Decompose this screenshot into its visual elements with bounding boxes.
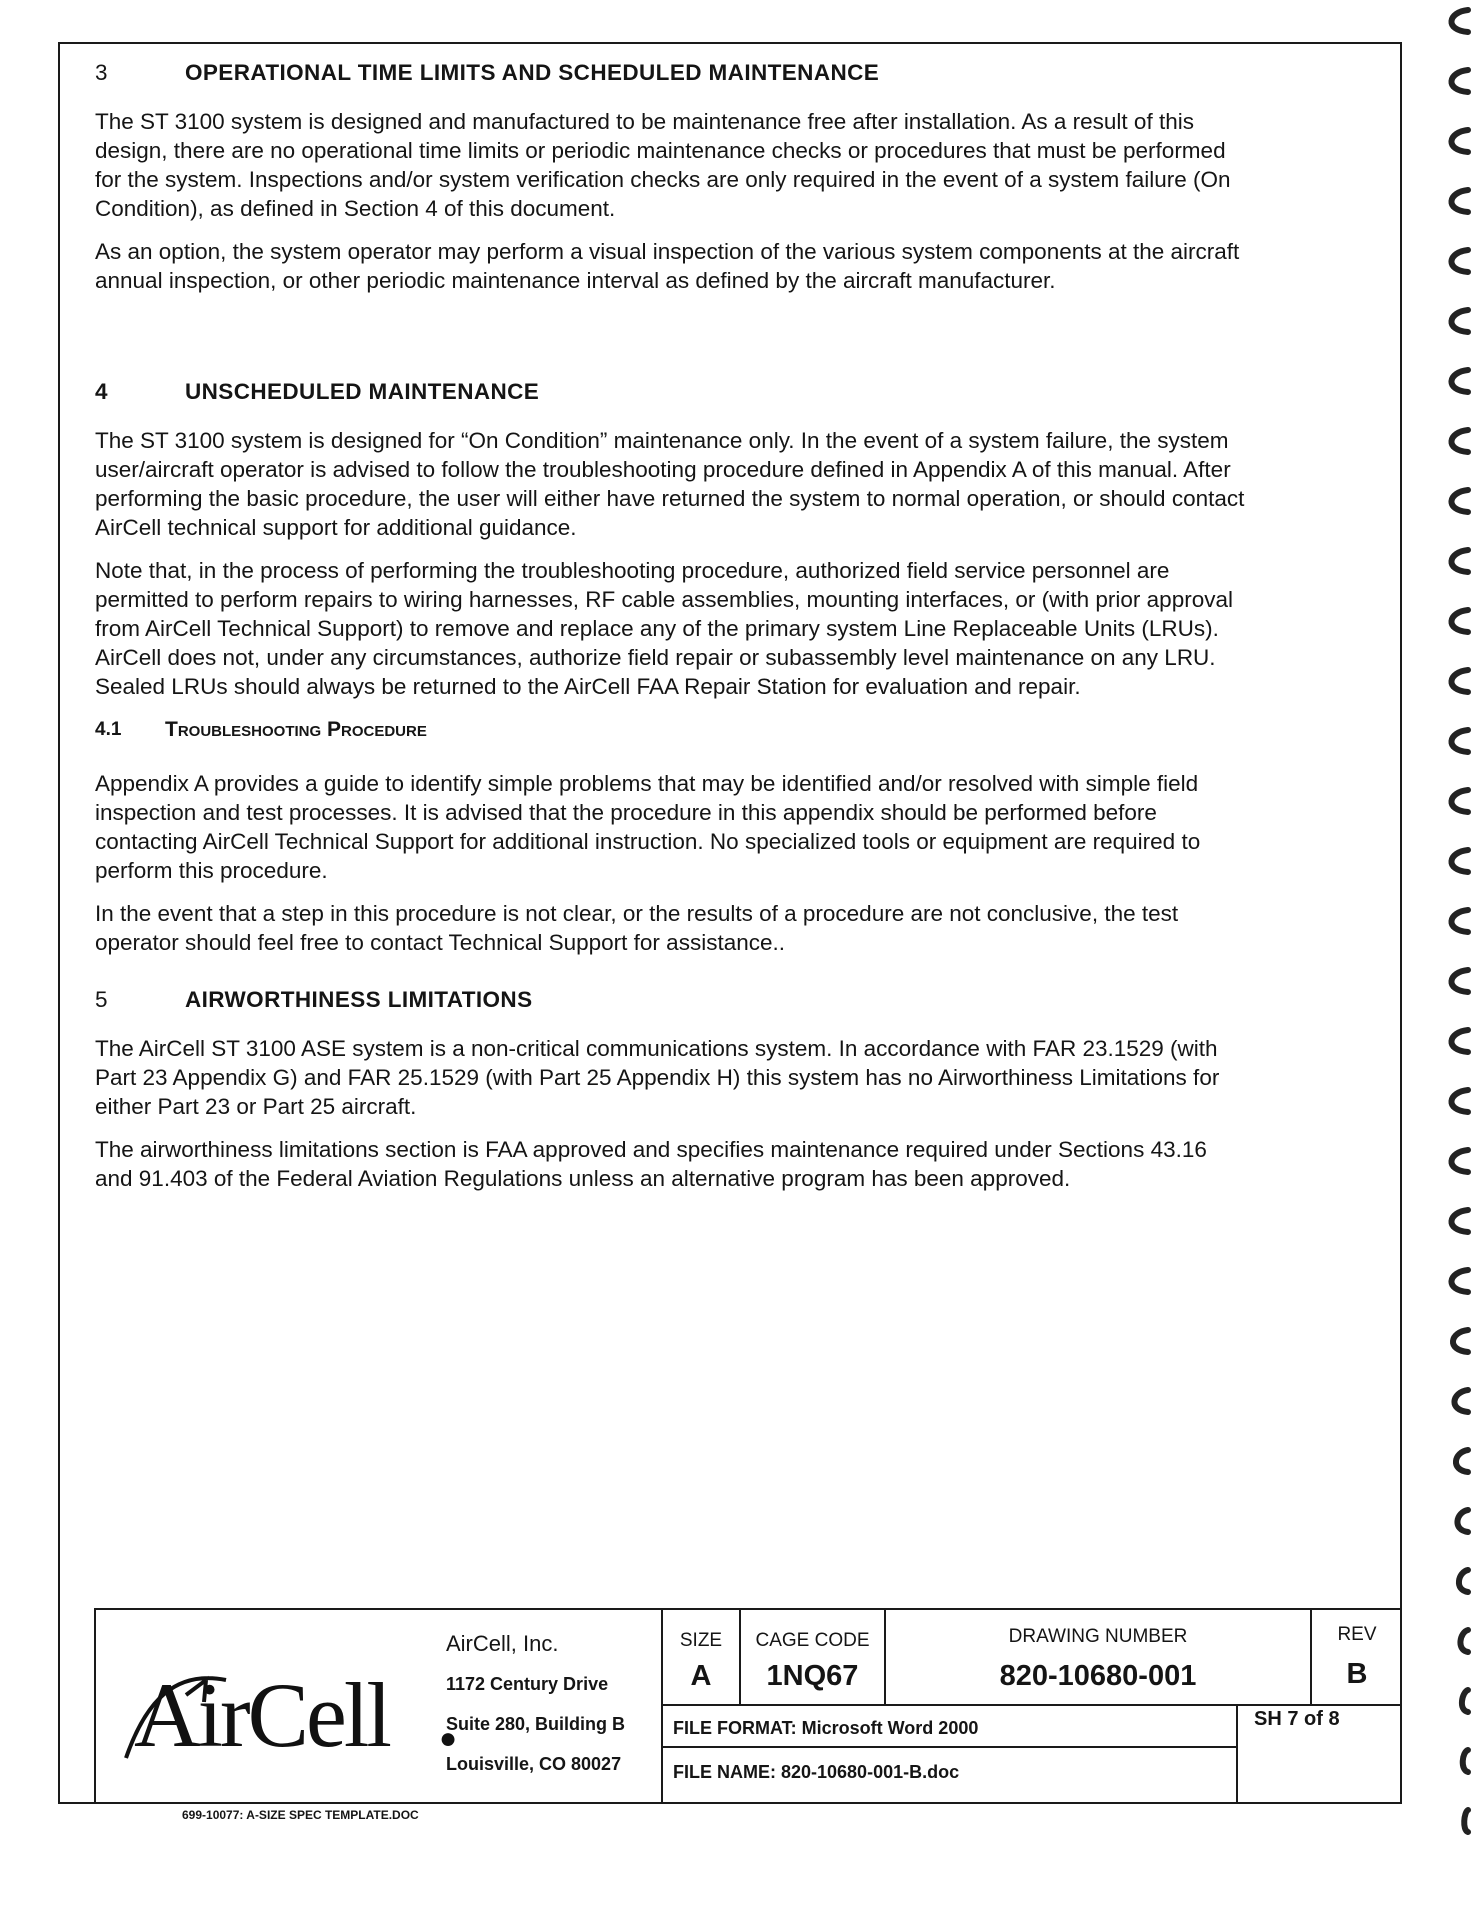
size-value: A	[690, 1660, 712, 1692]
subsection-title: Troubleshooting Procedure	[165, 718, 427, 741]
drawing-number-label: DRAWING NUMBER	[1008, 1626, 1188, 1647]
paragraph: Note that, in the process of performing the troubleshooting procedure, authorized field service personnel are permitted to perform repairs to wiring harnesses, RF cable assemblies, mounting interfaces, or (with prior approval from AirCell Technical Support) to remove and replace any of the primary system Line Replaceable Units (LRUs). AirCell does not, under any circumstances, authorize field repair or subassembly level maintenance on any LRU. Sealed LRUs should always be returned to the AirCell FAA Repair Station for evaluation and repair.	[95, 558, 1233, 699]
subsection-heading-4-1	[95, 715, 1245, 744]
size-label: SIZE	[679, 1630, 723, 1651]
paragraph: The airworthiness limitations section is FAA approved and specifies maintenance required under Sections 43.16 and 91.403 of the Federal Aviation Regulations unless an alternative program has been approved.	[95, 1137, 1207, 1191]
file-format: FILE FORMAT: Microsoft Word 2000	[673, 1718, 979, 1738]
sheet-number: SH 7 of 8	[1254, 1708, 1340, 1730]
paragraph: The AirCell ST 3100 ASE system is a non-critical communications system. In accordance with FAR 23.1529 (with Part 23 Appendix G) and FAR 25.1529 (with Part 25 Appendix H) this system has no Airworthiness Limitations for either Part 23 or Part 25 aircraft.	[95, 1036, 1220, 1119]
company-name: AirCell, Inc.	[446, 1631, 559, 1656]
revision-value: B	[1346, 1658, 1368, 1690]
paragraph: The ST 3100 system is designed for “On Condition” maintenance only. In the event of a system failure, the system user/aircraft operator is advised to follow the troubleshooting procedure defined in Appendix A of this manual. After performing the basic procedure, the user will either have returned the system to normal operation, or should contact AirCell technical support for additional guidance.	[95, 428, 1245, 540]
section-heading-3	[95, 58, 1245, 87]
paragraph: The ST 3100 system is designed and manufactured to be maintenance free after installation. As a result of this design, there are no operational time limits or periodic maintenance checks or procedures that must be performed for the system. Inspections and/or system verification checks are only required in the event of a system failure (On Condition), as defined in Section 4 of this document.	[95, 109, 1231, 221]
template-reference: 699-10077: A-SIZE SPEC TEMPLATE.DOC	[182, 1808, 419, 1822]
cage-code-label: CAGE CODE	[755, 1630, 870, 1651]
section-heading-5	[95, 985, 1245, 1014]
section-title: UNSCHEDULED MAINTENANCE	[185, 379, 540, 404]
drawing-number-value: 820-10680-001	[999, 1660, 1197, 1692]
subsection-number: 4.1	[95, 719, 122, 740]
spiral-binding-icon	[1428, 0, 1481, 1918]
address-line: Louisville, CO 80027	[446, 1754, 622, 1774]
logo-dot-icon: ●	[439, 1722, 455, 1755]
paragraph: Appendix A provides a guide to identify simple problems that may be identified and/or resolved with simple field inspection and test processes. It is advised that the procedure in this appendix should be performed before contacting AirCell Technical Support for additional instruction. No specialized tools or equipment are required to perform this procedure.	[95, 771, 1201, 883]
section-title: AIRWORTHINESS LIMITATIONS	[185, 987, 533, 1012]
section-heading-4	[95, 377, 1245, 406]
logo-text: AirCell	[134, 1664, 389, 1766]
revision-label: REV	[1337, 1624, 1377, 1645]
company-logo	[116, 1640, 455, 1790]
section-number: 4	[95, 379, 108, 404]
company-address	[446, 1624, 646, 1784]
section-number: 5	[95, 987, 108, 1012]
cage-code-value: 1NQ67	[766, 1660, 859, 1692]
section-number: 3	[95, 60, 108, 85]
title-block	[94, 1608, 1400, 1804]
section-title: OPERATIONAL TIME LIMITS AND SCHEDULED MAINTENANCE	[185, 60, 880, 85]
paragraph: In the event that a step in this procedure is not clear, or the results of a procedure are not conclusive, the test operator should feel free to contact Technical Support for assistance..	[95, 901, 1179, 955]
file-name: FILE NAME: 820-10680-001-B.doc	[673, 1762, 960, 1782]
address-line: Suite 280, Building B	[446, 1714, 626, 1734]
address-line: 1172 Century Drive	[446, 1674, 609, 1694]
paragraph: As an option, the system operator may perform a visual inspection of the various system components at the aircraft annual inspection, or other periodic maintenance interval as defined by the aircraft manufacturer.	[95, 239, 1240, 293]
document-body	[95, 58, 1245, 1207]
